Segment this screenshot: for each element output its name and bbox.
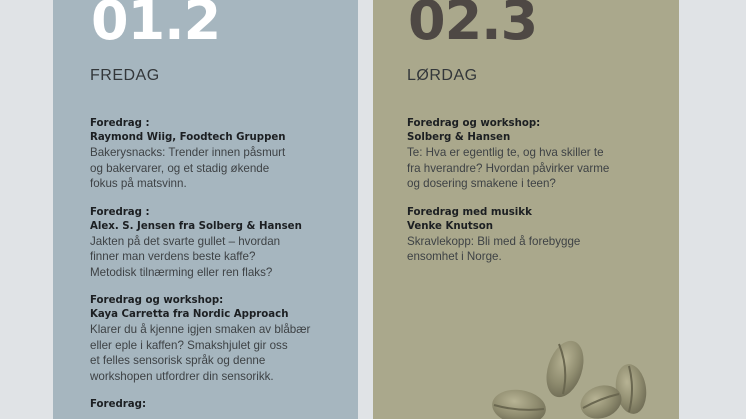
event-item	[90, 398, 350, 412]
bean-icon	[540, 336, 590, 402]
event-speaker: Venke Knutson	[407, 220, 494, 232]
event-description: Bakerysnacks: Trender innen påsmurt og bakervarer, og et stadig økende fokus på matsvinn.	[90, 146, 286, 190]
event-type: Foredrag og workshop:	[407, 118, 541, 129]
friday-card	[53, 0, 358, 419]
event-speaker: Alex. S. Jensen fra Solberg & Hansen	[90, 220, 302, 232]
event-description: Klarer du å kjenne igjen smaken av blåbær eller eple i kaffen? Smakshjulet gir oss et felles sensorisk språk og denne workshopen utfordrer din sensorikk.	[90, 323, 311, 383]
event-item	[407, 117, 667, 192]
saturday-date: 02.3	[408, 0, 538, 52]
right-margin	[679, 0, 746, 419]
event-type: Foredrag :	[90, 206, 150, 218]
event-description: Skravlekopp: Bli med å forebygge ensomhet i Norge.	[407, 234, 581, 263]
saturday-events	[407, 117, 667, 279]
event-item	[90, 206, 350, 281]
event-description: Te: Hva er egentlig te, og hva skiller te fra hverandre? Hvordan påvirker varme og dosering smakene i teen?	[407, 146, 610, 190]
event-speaker: Kaya Carretta fra Nordic Approach	[90, 309, 289, 320]
event-speaker: Raymond Wiig, Foodtech Gruppen	[90, 132, 286, 143]
event-type: Foredrag med musikk	[407, 206, 532, 218]
event-type: Foredrag:	[90, 399, 147, 410]
saturday-card	[373, 0, 679, 419]
bean-icon	[576, 380, 626, 419]
event-type: Foredrag og workshop:	[90, 295, 224, 306]
event-speaker: Solberg & Hansen	[407, 132, 511, 143]
event-description: Jakten på det svarte gullet – hvordan finner man verdens beste kaffe? Metodisk tilnærming eller ren flaks?	[90, 234, 281, 279]
friday-events	[90, 117, 350, 419]
bean-icon	[490, 386, 548, 419]
event-item	[90, 117, 350, 192]
friday-date: 01.2	[91, 0, 221, 52]
friday-day: FREDAG	[90, 67, 160, 84]
saturday-day: LØRDAG	[407, 67, 478, 84]
gap	[358, 0, 373, 419]
event-item	[90, 294, 350, 384]
bean-icon	[613, 362, 650, 416]
event-item	[407, 206, 667, 265]
event-type: Foredrag :	[90, 118, 150, 129]
